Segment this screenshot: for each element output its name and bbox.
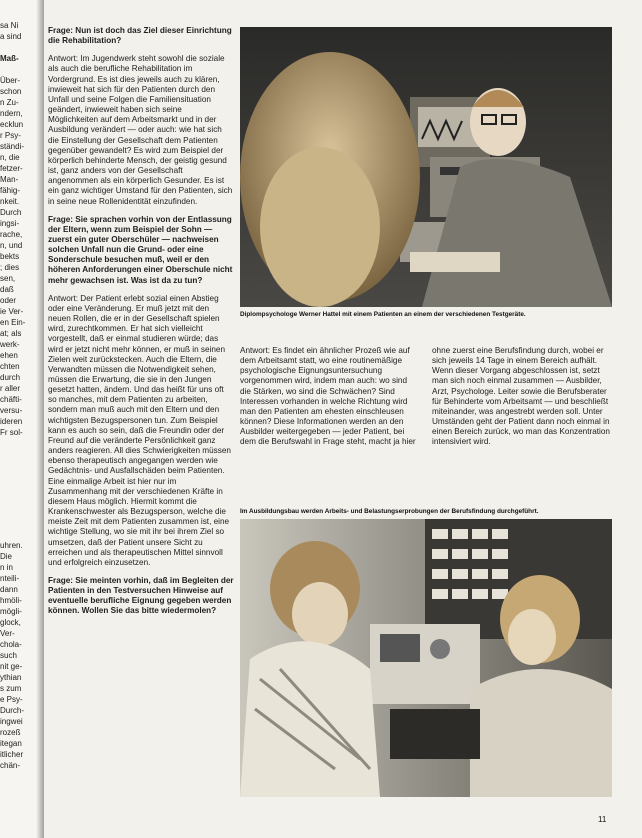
edge-text-line: Durch xyxy=(0,208,22,217)
edge-text-line: a sind xyxy=(0,32,22,41)
edge-text-line: en Ein- xyxy=(0,318,26,327)
edge-text-line: Ver- xyxy=(0,629,15,638)
interview-question: Frage: Sie meinten vorhin, daß im Begleiten der Patienten in den Testversuchen Hinweise auf eventuelle berufliche Eignung gegeben werden können. Wollen Sie das bitte wiedermolen? xyxy=(48,575,234,616)
caption-photo-1: Diplompsychologe Werner Hattel mit einem Patienten an einem der verschiedenen Testgeräte. xyxy=(240,311,526,318)
interview-question: Frage: Sie sprachen vorhin von der Entlassung der Eltern, wenn zum Beispiel der Sohn — zuerst ein guter Oberschüler — nachweisen solchen Unfall nun die Grund- oder eine Sonderschule besuchen muß, weil er den höheren Anforderungen einer Oberschule nicht mehr gewachsen ist. Was ist da zu tun? xyxy=(48,214,233,285)
edge-text-line: schon xyxy=(0,87,22,96)
photo-1-illustration xyxy=(240,27,612,307)
edge-text-line: n Zu- xyxy=(0,98,19,107)
column-interview-1 xyxy=(48,26,234,625)
edge-text-line: r aller xyxy=(0,384,21,393)
edge-text-line: Durch- xyxy=(0,706,25,715)
edge-text-line: Man- xyxy=(0,175,19,184)
edge-text-line: such xyxy=(0,651,17,660)
interview-answer: ohne zuerst eine Berufsfindung durch, wobei er sich jeweils 14 Tage in einem Bereich aufhält. Wenn dieser Vorgang abgeschlossen ist, setzt man sich noch einmal zusammen — Ausbilder, Arzt, Psychologe. Leiter sowie die Berufsberater für Behinderte vom Arbeitsamt — und beschließt miteinander, was angestrebt werden soll. Unter Umständen geht der Patient dann noch einmal in einen Bereich zurück, wo man das Konzentration intensiviert wird. xyxy=(432,346,610,447)
edge-text-line: n in xyxy=(0,563,13,572)
edge-text-line: itlicher xyxy=(0,750,24,759)
caption-photo-2: Im Ausbildungsbau werden Arbeits- und Belastungserprobungen der Berufsfindung durchgeführt. xyxy=(240,508,539,515)
edge-text-line: e Psy- xyxy=(0,695,23,704)
edge-text-line: dann xyxy=(0,585,18,594)
edge-text-line: ingsi- xyxy=(0,219,20,228)
edge-text-line: ecklun xyxy=(0,120,24,129)
interview-answer: Antwort: Im Jugendwerk steht sowohl die soziale als auch die berufliche Rehabilitation im Vordergrund. Es ist dies jeweils auch zu klären, inwieweit hat sich für den Patienten durch den Unfall und seine Folgen die Familiensituation geändert, inwieweit haben sich seine Möglichkeiten auf dem Arbeitsmarkt und in der Ausbildung verändert — oder auch: wie hat sich die Einstellung der Gesellschaft dem Patienten gegenüber gewandelt? Es wird zum Beispiel der körperlich behinderte Mensch, der geistig gesund ist, ganz anders von der Gesellschaft angenommen als ein körperlich Gesunder. Es ist ein ganz wichtiger Umstand für den Patienten, sich in seine neue Rollenidentität einzufinden. xyxy=(48,54,233,206)
photo-2-illustration xyxy=(240,519,612,797)
edge-text-line: chola- xyxy=(0,640,22,649)
edge-text-line: ständi- xyxy=(0,142,25,151)
edge-text-line: nkeit. xyxy=(0,197,20,206)
photo-workshop-training xyxy=(240,519,612,797)
edge-text-line: n, und xyxy=(0,241,23,250)
edge-text-line: sen, xyxy=(0,274,16,283)
edge-text-line: fähig- xyxy=(0,186,21,195)
edge-text-line: rache, xyxy=(0,230,23,239)
edge-text-line: werk- xyxy=(0,340,20,349)
edge-text-line: rozeß xyxy=(0,728,21,737)
edge-text-line: versu- xyxy=(0,406,23,415)
edge-text-line: s zum xyxy=(0,684,22,693)
interview-question: Frage: Nun ist doch das Ziel dieser Einrichtung die Rehabilitation? xyxy=(48,26,232,46)
edge-text-line: nit ge- xyxy=(0,662,23,671)
edge-text-line: chäfti- xyxy=(0,395,22,404)
edge-text-line: fetzer- xyxy=(0,164,23,173)
edge-text-line: ie Ver- xyxy=(0,307,24,316)
edge-text-line: ingwei xyxy=(0,717,23,726)
interview-answer: Antwort: Der Patient erlebt sozial einen Abstieg oder eine Veränderung. Er muß jetzt mit den neuen Rollen, die er in der Gesellschaft spielen wird, zurechtkommen. Er hat sich vielleicht vorgestellt, daß er einmal studieren würde; das wird er jetzt nicht mehr können, er muß in seinen Zielen weit zurückstecken. Auch die Eltern, die Verwandten müssen die Notwendigkeit sehen, müssen die Erwartung, die sie in den Jungen gesetzt hatten, ändern. Und das heißt für uns oft so manches, mit dem Patienten zu arbeiten, sondern man muß auch mit den Eltern und den wichtigsten Bezugspersonen tun. Zum Beispiel kann es auch so sein, daß die Freundin oder der Freund auf die veränderte Persönlichkeit ganz anders reagieren. All dies Schwierigkeiten müssen ebenso therapeutisch angegangen werden wie Gedächtnis- und Ausfallschäden beim Patienten. Eine einmalige Arbeit ist hier nur im Zusammenhang mit der verschiedenen Kräfte in diesem Haus möglich. Hiermit kommt die Krankenschwester als Bezugsperson, welche die meiste Zeit mit dem Patienten zusammen ist, eine wichtige Stellung, wo sie mit ihr bei ihrem Ziel so umsetzen, daß der Patient unsere Sicht zu erreichen und als therapeutischen Mittel sinnvoll und erfolgreich einzusetzen. xyxy=(48,293,231,567)
page-number: 11 xyxy=(598,815,607,824)
edge-text-line: r Psy- xyxy=(0,131,21,140)
edge-text-line: durch xyxy=(0,373,21,382)
edge-text-line: mögli- xyxy=(0,607,22,616)
edge-text-line: itegan xyxy=(0,739,22,748)
edge-text-line: n, die xyxy=(0,153,20,162)
edge-text-line: ; dies xyxy=(0,263,20,272)
edge-text-line: chän- xyxy=(0,761,21,770)
edge-text-line: at; als xyxy=(0,329,22,338)
edge-text-line: Die xyxy=(0,552,13,561)
adjacent-page-strip xyxy=(0,0,44,838)
edge-text-line: Maß- xyxy=(0,54,19,63)
edge-text-line: bekts xyxy=(0,252,20,261)
column-interview-3 xyxy=(432,346,612,456)
edge-text-line: daß xyxy=(0,285,14,294)
interview-answer: Antwort: Es findet ein ähnlicher Prozeß wie auf dem Arbeitsamt statt, wo eine routinemäßige psychologische Eignungsuntersuchung vorgenommen wird, indem man auch: wo sind die Stärken, wo sind die Schwächen? Sind Interessen vorhanden in welche Richtung wird man den Patienten am ehesten einschleusen können? Diese Informationen werden an den Ausbilder weitergegeben — jeder Patient, bei dem die Berufswahl in Frage steht, macht ja hier xyxy=(240,346,416,447)
edge-text-line: oder xyxy=(0,296,17,305)
edge-text-line: hmöli- xyxy=(0,596,22,605)
edge-text-line: Fr sol- xyxy=(0,428,23,437)
column-interview-2 xyxy=(240,346,420,456)
edge-text-line: ideren xyxy=(0,417,23,426)
edge-text-line: ehen xyxy=(0,351,18,360)
edge-text-line: chten xyxy=(0,362,20,371)
photo-psychologist-test-device xyxy=(240,27,612,307)
edge-text-line: sa Ni xyxy=(0,21,19,30)
edge-text-line: nteili- xyxy=(0,574,20,583)
edge-text-line: uhren. xyxy=(0,541,23,550)
edge-text-line: Über- xyxy=(0,76,21,85)
edge-text-line: glock, xyxy=(0,618,21,627)
edge-text-line: ndern, xyxy=(0,109,23,118)
page-gutter-shadow xyxy=(36,0,44,838)
edge-text-line: ythian xyxy=(0,673,22,682)
